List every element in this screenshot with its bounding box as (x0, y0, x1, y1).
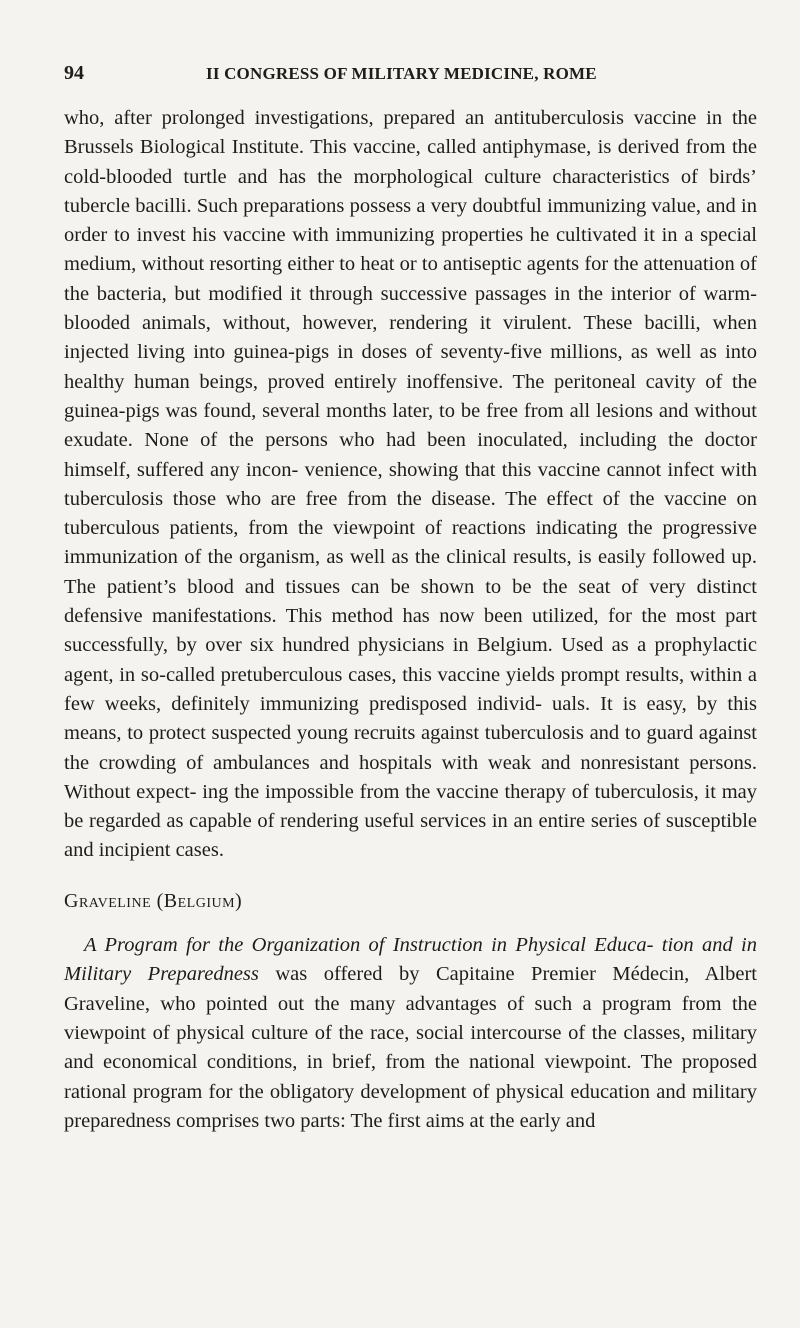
body-text (64, 104, 757, 1136)
page-header (64, 52, 760, 88)
paragraph-program (64, 931, 757, 1136)
program-description: was offered by Capitaine Premier Médecin, Albert Graveline, who pointed out the many advantages of such a program from the viewpoint of physical culture of the race, social intercourse of the classes, military and economical conditions, in brief, from the national viewpoint. The proposed rational program for the obligatory development of physical education and military preparedness comprises two parts: The first aims at the early and (64, 963, 757, 1132)
section-heading: Graveline (Belgium) (64, 889, 243, 912)
paragraph-vaccine: who, after prolonged investigations, prepared an antituberculosis vaccine in the Brussels Biological Institute. This vaccine, called antiphymase, is derived from the cold-blooded turtle and has the morphological culture characteristics of birds’ tubercle bacilli. Such preparations possess a very doubtful immunizing value, and in order to invest his vaccine with immunizing properties he cultivated it in a special medium, without resorting either to heat or to antiseptic agents for the attenuation of the bacteria, but modified it through successive passages in the interior of warm-blooded animals, without, however, rendering it virulent. These bacilli, when injected living into guinea-pigs in doses of seventy-five millions, as well as into healthy human beings, proved entirely inoffensive. The peritoneal cavity of the guinea-pigs was found, several months later, to be free from all lesions and without exudate. None of the persons who had been inoculated, including the doctor himself, suffered any incon- venience, showing that this vaccine cannot infect with tuberculosis those who are free from the disease. The effect of the vaccine on tuberculous patients, from the viewpoint of reactions indicating the progressive immunization of the organism, as well as the clinical results, is easily followed up. The patient’s blood and tissues can be shown to be the seat of very distinct defensive manifestations. This method has now been utilized, for the most part successfully, by over six hundred physicians in Belgium. Used as a prophylactic agent, in so-called pretuberculous cases, this vaccine yields prompt results, within a few weeks, definitely immunizing predisposed individ- uals. It is easy, by this means, to protect suspected young recruits against tuberculosis and to guard against the crowding of ambulances and hospitals with weak and nonresistant persons. Without expect- ing the impossible from the vaccine therapy of tuberculosis, it may be regarded as capable of rendering useful services in an entire series of susceptible and incipient cases. (64, 107, 757, 862)
running-head: II CONGRESS OF MILITARY MEDICINE, ROME (206, 64, 597, 83)
program-title: A Program for the Organization of Instruction in Physical Educa- tion and in Military Preparedness (64, 934, 757, 986)
page-number: 94 (64, 62, 84, 84)
